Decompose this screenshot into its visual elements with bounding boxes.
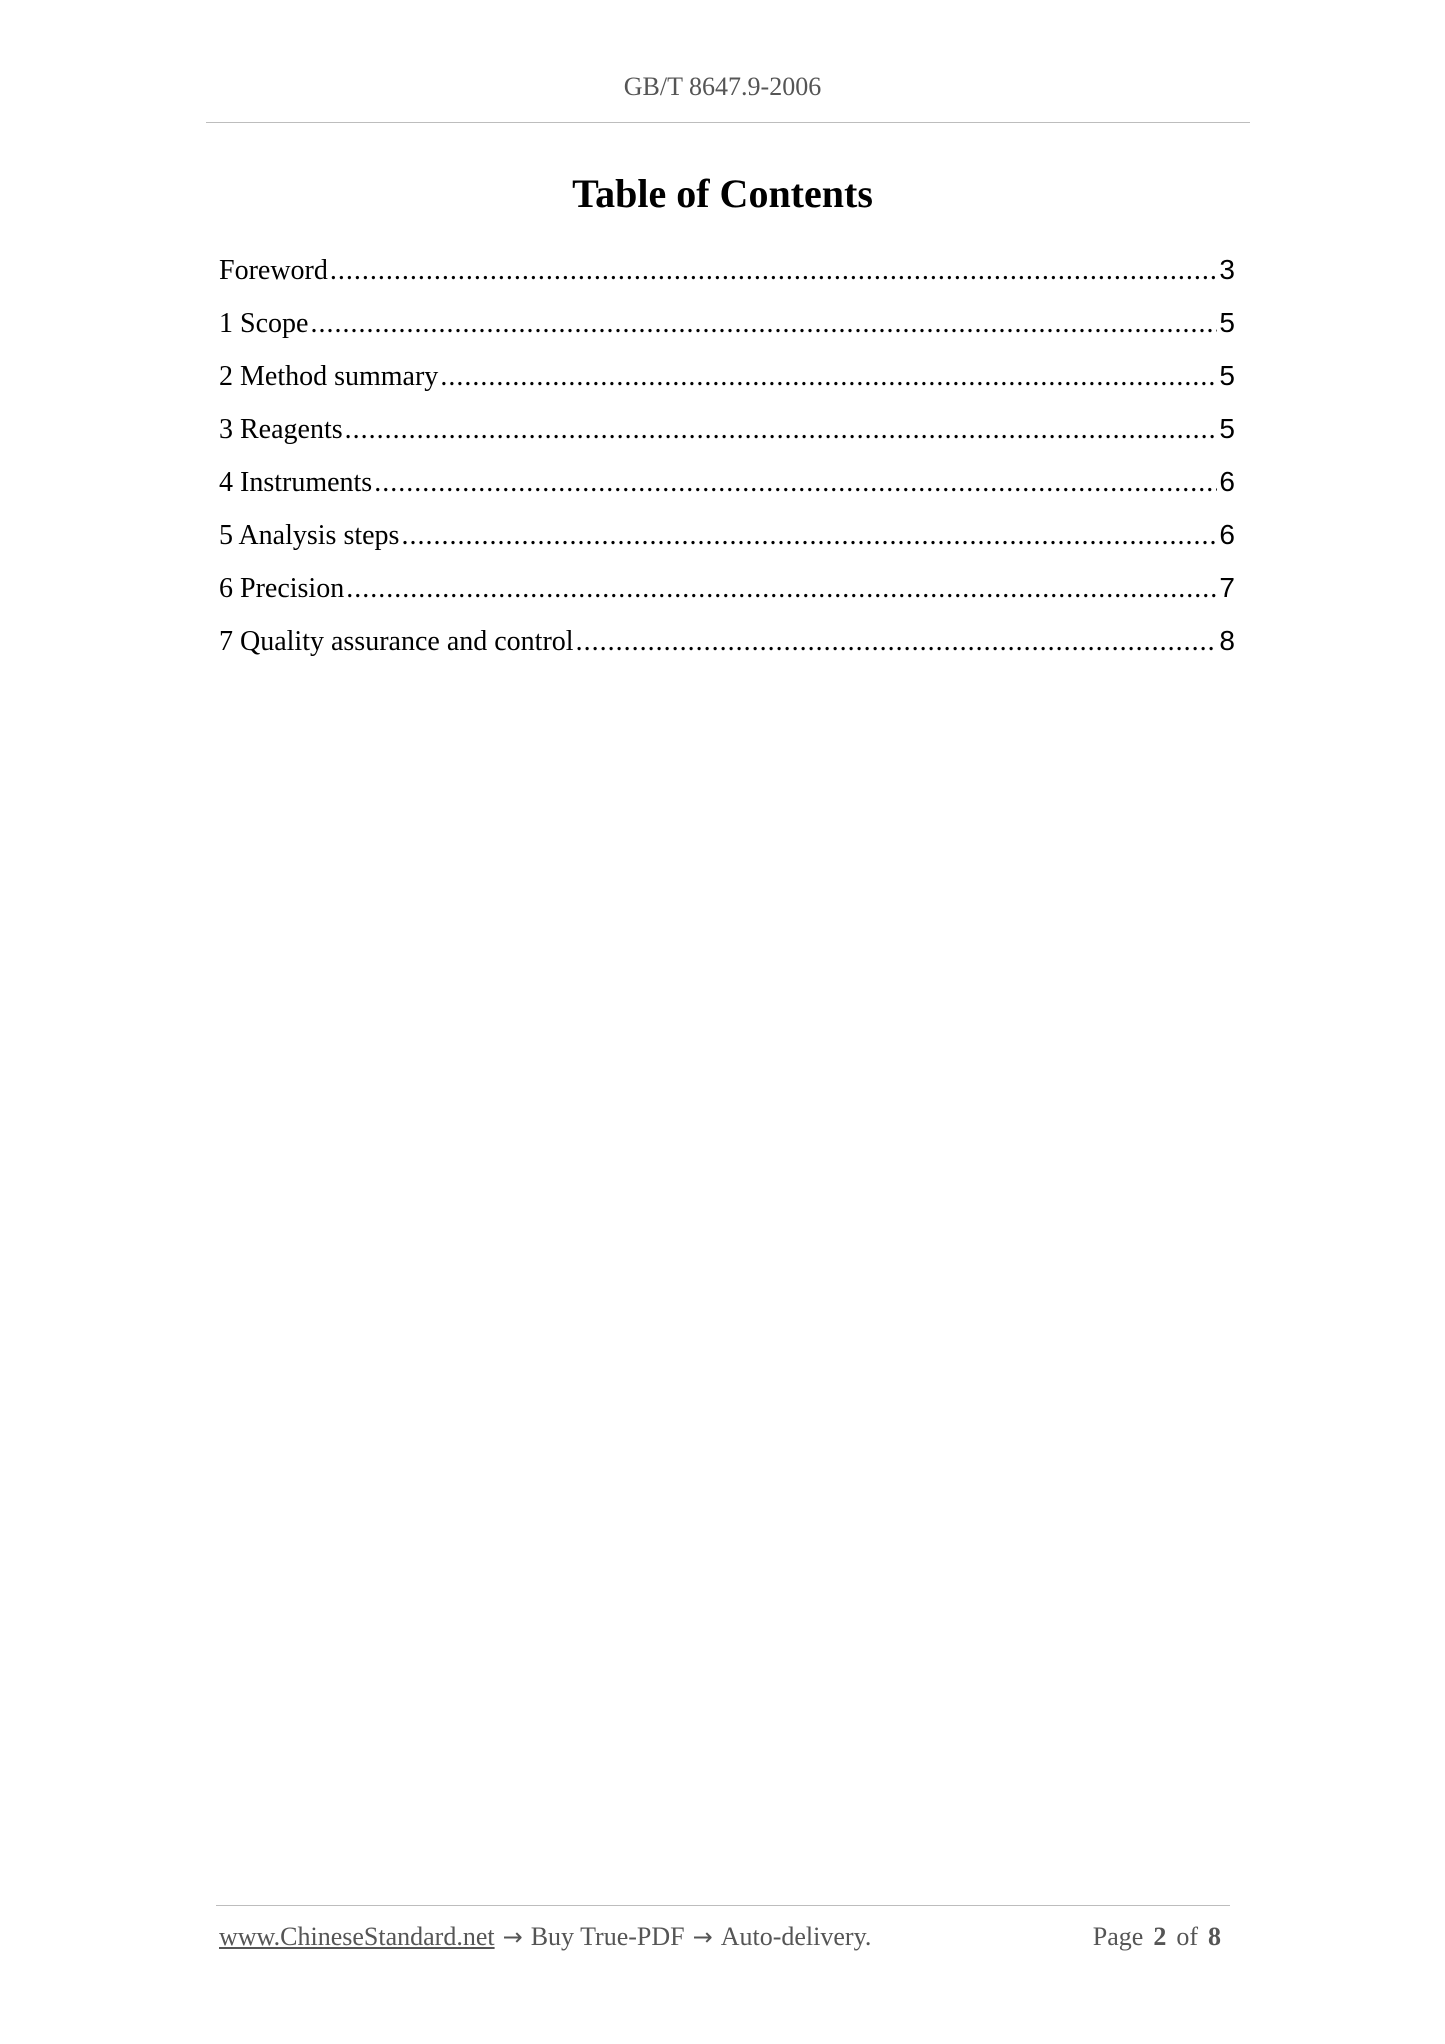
toc-dot-leader [576, 615, 1218, 668]
toc-title: Table of Contents [572, 171, 873, 216]
toc-entry-label: 6 Precision [219, 573, 345, 604]
footer-promo [219, 1922, 871, 1952]
toc-dot-leader [330, 244, 1218, 297]
toc-entry-label: 4 Instruments [219, 467, 373, 498]
toc-entry-reagents[interactable] [219, 402, 1235, 455]
toc-entry-quality-assurance[interactable] [219, 614, 1235, 667]
footer-divider [216, 1905, 1230, 1906]
site-link[interactable]: www.ChineseStandard.net [219, 1922, 495, 1951]
page-footer [219, 1922, 1231, 1962]
page-indicator [1093, 1922, 1231, 1952]
header-divider [206, 122, 1250, 123]
header-doc-code: GB/T 8647.9-2006 [623, 72, 822, 101]
toc-entry-page: 5 [1219, 413, 1235, 444]
toc-entry-page: 5 [1219, 307, 1235, 338]
toc-dot-leader [345, 403, 1218, 456]
toc-entry-label: 7 Quality assurance and control [219, 626, 574, 657]
auto-delivery-text: Auto-delivery. [720, 1922, 872, 1951]
toc-entry-page: 5 [1219, 360, 1235, 391]
of-word: of [1176, 1922, 1198, 1951]
toc-entry-label: 3 Reagents [219, 414, 343, 445]
page-word: Page [1092, 1922, 1144, 1951]
toc-dot-leader [401, 509, 1217, 562]
toc-entry-method-summary[interactable] [219, 349, 1235, 402]
toc-entry-label: 1 Scope [219, 308, 309, 339]
toc-entry-page: 6 [1219, 519, 1235, 550]
toc-dot-leader [310, 297, 1217, 350]
toc-dot-leader [374, 456, 1217, 509]
toc-dot-leader [440, 350, 1217, 403]
toc-entry-page: 3 [1219, 254, 1235, 285]
toc-list [219, 243, 1235, 667]
toc-dot-leader [346, 562, 1217, 615]
toc-entry-label: Foreword [219, 255, 328, 286]
toc-entry-label: 5 Analysis steps [219, 520, 400, 551]
toc-entry-page: 6 [1219, 466, 1235, 497]
arrow-right-icon: → [502, 1923, 523, 1951]
toc-entry-instruments[interactable] [219, 455, 1235, 508]
buy-true-pdf-text: Buy True-PDF [530, 1922, 685, 1951]
toc-entry-precision[interactable] [219, 561, 1235, 614]
toc-entry-page: 8 [1219, 625, 1235, 656]
toc-entry-page: 7 [1219, 572, 1235, 603]
arrow-right-icon: → [692, 1923, 713, 1951]
toc-entry-label: 2 Method summary [219, 361, 439, 392]
toc-entry-foreword[interactable] [219, 243, 1235, 296]
toc-entry-scope[interactable] [219, 296, 1235, 349]
current-page-number: 2 [1153, 1922, 1167, 1951]
total-pages-number: 8 [1208, 1922, 1221, 1951]
toc-entry-analysis-steps[interactable] [219, 508, 1235, 561]
